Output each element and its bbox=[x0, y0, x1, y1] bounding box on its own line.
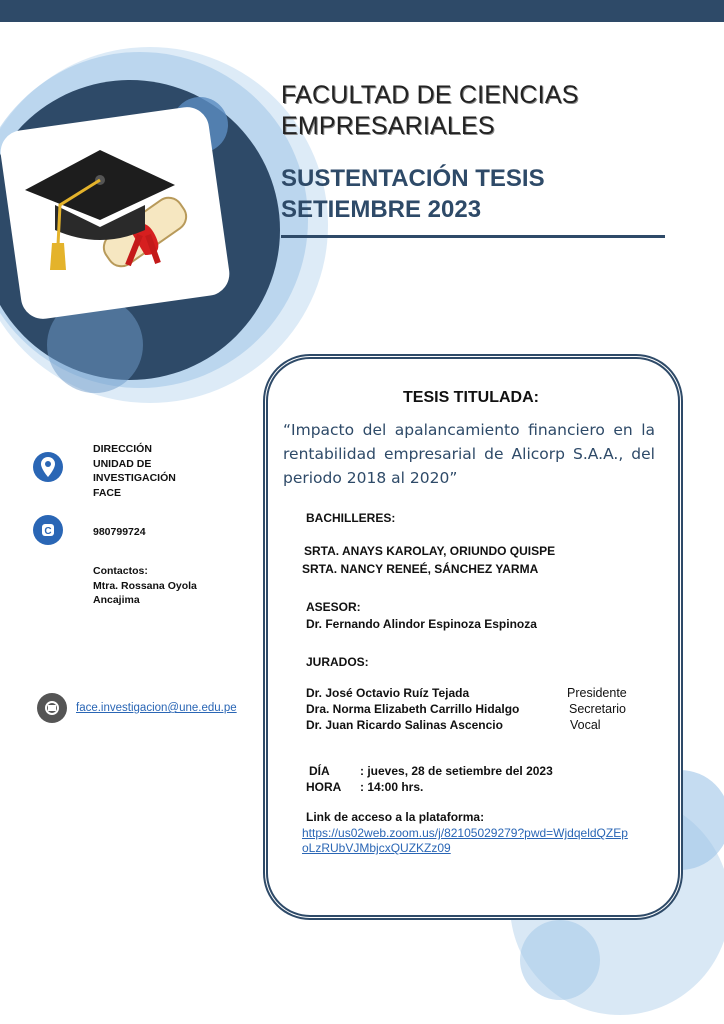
dia-value: : jueves, 28 de setiembre del 2023 bbox=[360, 764, 553, 778]
contacts-label: Contactos: bbox=[93, 565, 148, 577]
faculty-title bbox=[281, 80, 579, 142]
event-line-2: SETIEMBRE 2023 bbox=[281, 196, 482, 223]
bachilleres-label: BACHILLERES: bbox=[306, 511, 396, 525]
location-pin-icon bbox=[33, 452, 63, 482]
jurado-name: Dr. Juan Ricardo Salinas Ascencio bbox=[306, 718, 503, 732]
jurados-label: JURADOS: bbox=[306, 655, 369, 669]
address-line: INVESTIGACIÓN bbox=[93, 472, 176, 484]
faculty-line-1: FACULTAD DE CIENCIAS bbox=[281, 81, 579, 109]
svg-text:C: C bbox=[44, 526, 52, 537]
hora-label: HORA bbox=[306, 780, 342, 794]
thesis-title: “Impacto del apalancamiento financiero en la rentabilidad empresarial de Alicorp S.A.A., del periodo 2018 al 2020” bbox=[283, 421, 655, 487]
jurado-role: Presidente bbox=[567, 686, 627, 700]
hora-value: : 14:00 hrs. bbox=[360, 780, 424, 794]
asesor-name: Dr. Fernando Alindor Espinoza Espinoza bbox=[306, 617, 537, 631]
event-title bbox=[281, 163, 545, 225]
jurado-name: Dr. José Octavio Ruíz Tejada bbox=[306, 686, 470, 700]
contacts-block bbox=[93, 564, 197, 608]
phone-icon bbox=[33, 515, 63, 545]
link-label: Link de acceso a la plataforma: bbox=[306, 810, 485, 824]
asesor-label: ASESOR: bbox=[306, 600, 361, 614]
graduation-cap-icon bbox=[20, 135, 220, 295]
email-link[interactable]: face.investigacion@une.edu.pe bbox=[76, 702, 237, 714]
jurado-role: Vocal bbox=[570, 718, 601, 732]
jurado-role: Secretario bbox=[569, 702, 626, 716]
event-line-1: SUSTENTACIÓN TESIS bbox=[281, 165, 545, 192]
address-block bbox=[93, 442, 176, 500]
address-line: DIRECCIÓN bbox=[93, 443, 152, 455]
address-line: UNIDAD DE bbox=[93, 457, 152, 470]
contact-name: Ancajima bbox=[93, 594, 140, 606]
bachiller-name: SRTA. NANCY RENEÉ, SÁNCHEZ YARMA bbox=[302, 562, 539, 576]
faculty-line-2: EMPRESARIALES bbox=[281, 112, 495, 140]
mail-icon bbox=[37, 693, 67, 723]
card-heading: TESIS TITULADA: bbox=[403, 389, 539, 406]
bachiller-name: SRTA. ANAYS KAROLAY, ORIUNDO QUISPE bbox=[304, 544, 556, 558]
zoom-link[interactable]: https://us02web.zoom.us/j/82105029279?pwd=WjdqeldQZEpoLzRUbVJMbjcxQUZKZz09 bbox=[302, 826, 628, 855]
phone-number: 980799724 bbox=[93, 526, 146, 538]
title-divider bbox=[281, 235, 665, 238]
contact-name: Mtra. Rossana Oyola bbox=[93, 579, 197, 592]
jurado-name: Dra. Norma Elizabeth Carrillo Hidalgo bbox=[306, 702, 520, 716]
address-line: FACE bbox=[93, 486, 122, 499]
dia-label: DÍA bbox=[309, 764, 330, 778]
